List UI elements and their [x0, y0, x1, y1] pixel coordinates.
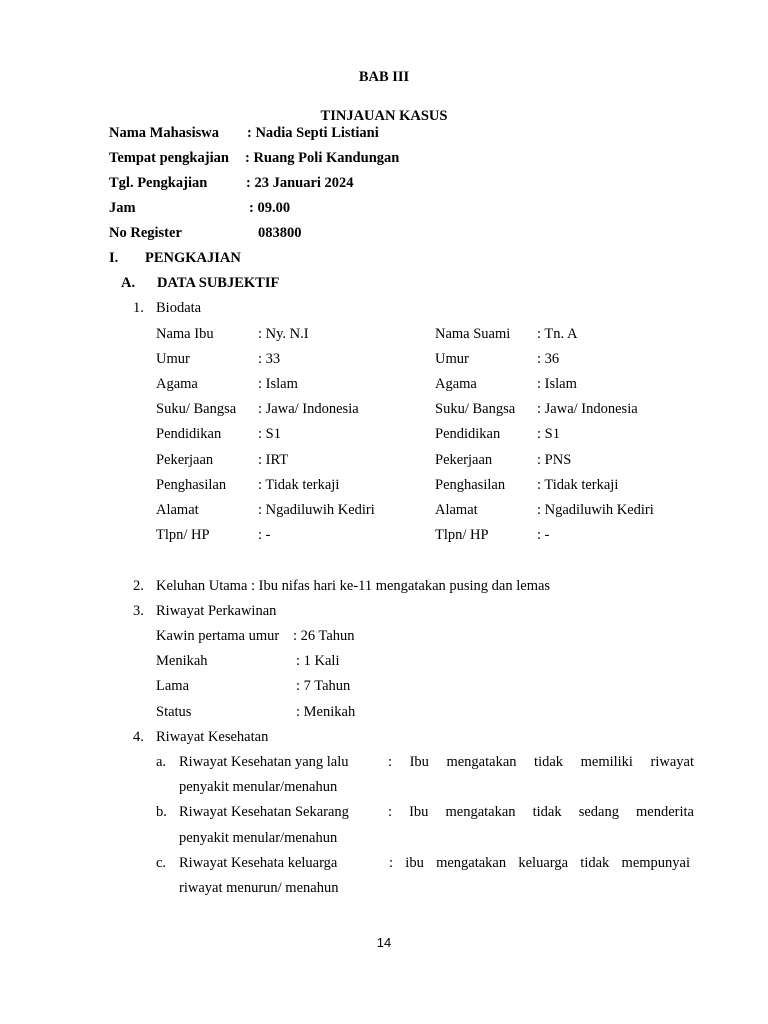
- health-item-text: : ibu mengatakan keluarga tidak mempunyai: [389, 855, 690, 871]
- header-value-register: 083800: [258, 225, 302, 241]
- biodata-label: Tlpn/ HP: [435, 527, 489, 543]
- biodata-label: Pendidikan: [156, 426, 222, 442]
- header-value-student: : Nadia Septi Listiani: [247, 125, 379, 141]
- biodata-value: : -: [258, 527, 271, 543]
- biodata-value: : Tidak terkaji: [537, 477, 619, 493]
- chapter-heading: BAB III: [358, 69, 410, 85]
- biodata-value: : IRT: [258, 452, 289, 468]
- biodata-label: Pekerjaan: [156, 452, 214, 468]
- header-label-place: Tempat pengkajian: [109, 150, 229, 166]
- biodata-label: Pendidikan: [435, 426, 501, 442]
- section-number: I.: [109, 250, 119, 266]
- biodata-label: Suku/ Bangsa: [435, 401, 516, 417]
- biodata-label-husband: Nama Suami: [435, 326, 511, 342]
- subsection-title: DATA SUBJEKTIF: [157, 275, 280, 291]
- health-item-text: : Ibu mengatakan tidak sedang menderita: [388, 804, 694, 820]
- biodata-label-mother: Nama Ibu: [156, 326, 214, 342]
- biodata-label: Alamat: [156, 502, 199, 518]
- biodata-value: : Islam: [258, 376, 298, 392]
- health-item-text-cont: riwayat menurun/ menahun: [179, 880, 339, 896]
- header-value-date: : 23 Januari 2024: [246, 175, 354, 191]
- biodata-value: : S1: [537, 426, 560, 442]
- marriage-value: : 1 Kali: [296, 653, 340, 669]
- marriage-label: Menikah: [156, 653, 208, 669]
- subsection-number: A.: [121, 275, 136, 291]
- marriage-label: Lama: [156, 678, 190, 694]
- marriage-label: Status: [156, 704, 192, 720]
- marriage-value: : 26 Tahun: [293, 628, 355, 644]
- health-history-title: Riwayat Kesehatan: [156, 729, 269, 745]
- biodata-value-husband: : Tn. A: [537, 326, 578, 342]
- biodata-title: Biodata: [156, 300, 202, 316]
- health-item-label: Riwayat Kesehatan yang lalu: [179, 754, 349, 770]
- biodata-label: Agama: [435, 376, 477, 392]
- marriage-value: : Menikah: [296, 704, 356, 720]
- marriage-label: Kawin pertama umur: [156, 628, 280, 644]
- item-number: 3.: [133, 603, 144, 619]
- health-item-letter: a.: [156, 754, 167, 770]
- main-complaint: Keluhan Utama : Ibu nifas hari ke-11 mengatakan pusing dan lemas: [156, 578, 551, 594]
- biodata-value: : S1: [258, 426, 281, 442]
- health-item-letter: c.: [156, 855, 167, 871]
- biodata-label: Umur: [435, 351, 469, 367]
- health-item-label: Riwayat Kesehatan Sekarang: [179, 804, 349, 820]
- biodata-value: : Jawa/ Indonesia: [258, 401, 359, 417]
- header-value-place: : Ruang Poli Kandungan: [245, 150, 400, 166]
- biodata-value: : PNS: [537, 452, 572, 468]
- biodata-label: Suku/ Bangsa: [156, 401, 237, 417]
- health-item-text-cont: penyakit menular/menahun: [179, 779, 338, 795]
- biodata-label: Pekerjaan: [435, 452, 493, 468]
- biodata-value: : Islam: [537, 376, 577, 392]
- biodata-label: Tlpn/ HP: [156, 527, 210, 543]
- biodata-value: : -: [537, 527, 550, 543]
- health-item-text: : Ibu mengatakan tidak memiliki riwayat: [388, 754, 694, 770]
- health-item-letter: b.: [156, 804, 167, 820]
- biodata-value: : Jawa/ Indonesia: [537, 401, 638, 417]
- biodata-label: Penghasilan: [435, 477, 506, 493]
- biodata-label: Agama: [156, 376, 198, 392]
- biodata-label: Alamat: [435, 502, 478, 518]
- item-number: 4.: [133, 729, 144, 745]
- health-item-text-cont: penyakit menular/menahun: [179, 830, 338, 846]
- biodata-value: : Tidak terkaji: [258, 477, 340, 493]
- health-item-label: Riwayat Kesehata keluarga: [179, 855, 338, 871]
- item-number: 2.: [133, 578, 144, 594]
- marriage-value: : 7 Tahun: [296, 678, 351, 694]
- header-value-time: : 09.00: [249, 200, 291, 216]
- marriage-history-title: Riwayat Perkawinan: [156, 603, 277, 619]
- header-label-date: Tgl. Pengkajian: [109, 175, 208, 191]
- header-label-time: Jam: [109, 200, 136, 216]
- page-number: 14: [376, 935, 392, 950]
- biodata-label: Umur: [156, 351, 190, 367]
- biodata-value: : Ngadiluwih Kediri: [537, 502, 654, 518]
- biodata-value-mother: : Ny. N.I: [258, 326, 309, 342]
- biodata-value: : 36: [537, 351, 560, 367]
- biodata-label: Penghasilan: [156, 477, 227, 493]
- biodata-value: : Ngadiluwih Kediri: [258, 502, 375, 518]
- header-label-student: Nama Mahasiswa: [109, 125, 219, 141]
- page-title: TINJAUAN KASUS: [320, 108, 448, 124]
- biodata-value: : 33: [258, 351, 281, 367]
- header-label-register: No Register: [109, 225, 182, 241]
- item-number: 1.: [133, 300, 144, 316]
- section-title: PENGKAJIAN: [145, 250, 241, 266]
